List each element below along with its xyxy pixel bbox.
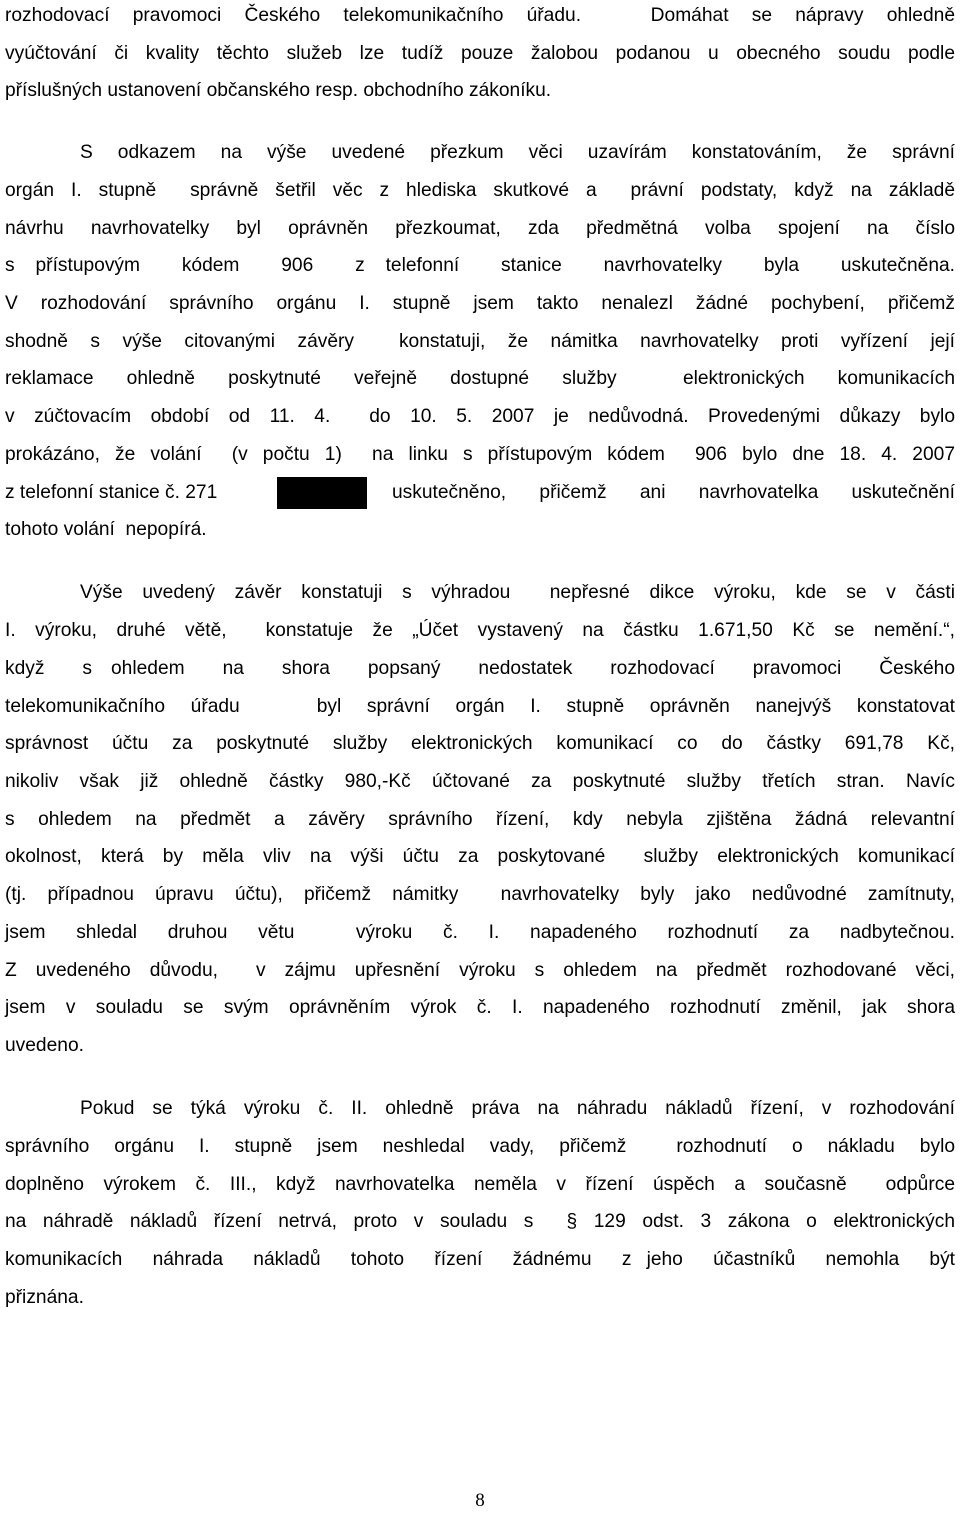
text-line: V rozhodování správního orgánu I. stupně jsem takto nenalezl žádné pochybení, přičemž xyxy=(5,293,955,314)
text-line: jsem shledal druhou větu výroku č. I. napadeného rozhodnutí za nadbytečnou. xyxy=(5,922,955,943)
text-line: Z uvedeného důvodu, v zájmu upřesnění výroku s ohledem na předmět rozhodované věci, xyxy=(5,960,955,981)
text-line: I. výroku, druhé větě, konstatuje že „Účet vystavený na částku 1.671,50 Kč se nemění.“, xyxy=(5,620,955,641)
text-line: správního orgánu I. stupně jsem neshledal vady, přičemž rozhodnutí o nákladu bylo xyxy=(5,1136,955,1157)
text-line: když s ohledem na shora popsaný nedostatek rozhodovací pravomoci Českého xyxy=(5,658,955,679)
text-line: nikoliv však již ohledně částky 980,-Kč účtované za poskytnuté služby třetích stran. Navíc xyxy=(5,771,955,792)
text-line: tohoto volání nepopírá. xyxy=(5,519,207,540)
text-line: Výše uvedený závěr konstatuji s výhradou nepřesné dikce výroku, kde se v části xyxy=(80,582,955,603)
text-line: návrhu navrhovatelky byl oprávněn přezkoumat, zda předmětná volba spojení na číslo xyxy=(5,218,955,239)
text-line: vyúčtování či kvality těchto služeb lze tudíž pouze žalobou podanou u obecného soudu podle xyxy=(5,43,955,64)
text-line: z telefonní stanice č. 271 xyxy=(5,482,218,503)
text-line: telekomunikačního úřadu byl správní orgán I. stupně oprávněn nanejvýš konstatovat xyxy=(5,696,955,717)
text-line: v zúčtovacím období od 11. 4. do 10. 5. 2007 je nedůvodná. Provedenými důkazy bylo xyxy=(5,406,955,427)
text-line: s ohledem na předmět a závěry správního řízení, kdy nebyla zjištěna žádná relevantní xyxy=(5,809,955,830)
page-number: 8 xyxy=(475,1490,485,1511)
redaction-bar xyxy=(277,477,367,509)
text-line: uvedeno. xyxy=(5,1035,84,1056)
text-line: na náhradě nákladů řízení netrvá, proto v souladu s § 129 odst. 3 zákona o elektronických xyxy=(5,1211,955,1232)
text-line: doplněno výrokem č. III., když navrhovatelka neměla v řízení úspěch a současně odpůrce xyxy=(5,1174,955,1195)
text-line: rozhodovací pravomoci Českého telekomunikačního úřadu. Domáhat se nápravy ohledně xyxy=(5,5,955,26)
text-line: orgán I. stupně správně šetřil věc z hlediska skutkové a právní podstaty, když na základě xyxy=(5,180,955,201)
text-line: prokázáno, že volání (v počtu 1) na linku s přístupovým kódem 906 bylo dne 18. 4. 2007 xyxy=(5,444,955,465)
text-line: okolnost, která by měla vliv na výši účtu za poskytované služby elektronických komunikací xyxy=(5,846,955,867)
text-line: reklamace ohledně poskytnuté veřejně dostupné služby elektronických komunikacích xyxy=(5,368,955,389)
text-line: správnost účtu za poskytnuté služby elektronických komunikací co do částky 691,78 Kč, xyxy=(5,733,955,754)
text-line: shodně s výše citovanými závěry konstatuji, že námitka navrhovatelky proti vyřízení její xyxy=(5,331,955,352)
text-line: (tj. případnou úpravu účtu), přičemž námitky navrhovatelky byly jako nedůvodné zamítnuty, xyxy=(5,884,955,905)
text-line: S odkazem na výše uvedené přezkum věci uzavírám konstatováním, že správní xyxy=(80,142,955,163)
text-line: příslušných ustanovení občanského resp. obchodního zákoníku. xyxy=(5,80,552,101)
text-line: Pokud se týká výroku č. II. ohledně práva na náhradu nákladů řízení, v rozhodování xyxy=(80,1098,955,1119)
text-line: jsem v souladu se svým oprávněním výrok č. I. napadeného rozhodnutí změnil, jak shora xyxy=(5,997,955,1018)
text-line: s přístupovým kódem 906 z telefonní stanice navrhovatelky byla uskutečněna. xyxy=(5,255,955,276)
text-line: uskutečněno, přičemž ani navrhovatelka uskutečnění xyxy=(392,482,955,503)
text-line: komunikacích náhrada nákladů tohoto řízení žádnému z jeho účastníků nemohla být xyxy=(5,1249,955,1270)
text-line: přiznána. xyxy=(5,1287,84,1308)
